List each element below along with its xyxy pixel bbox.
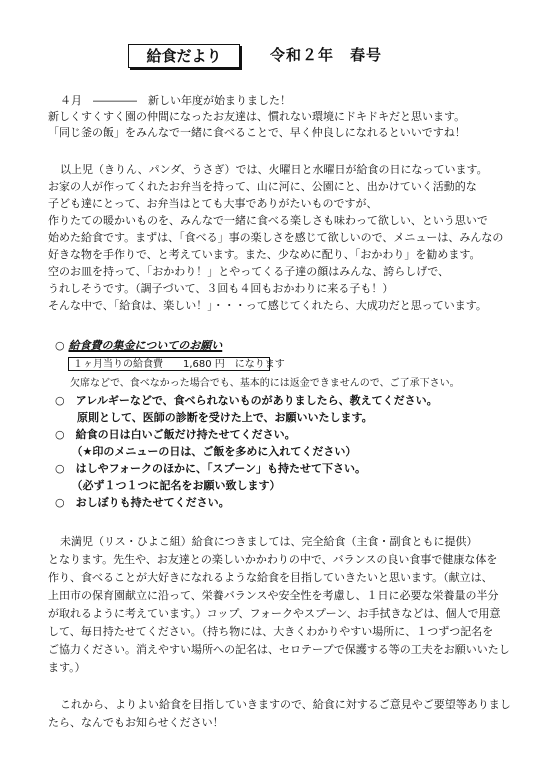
older-children-line: 子ども達にとって、お弁当はとても大事でありがたいものですが、 [48, 197, 378, 210]
younger-children-line: が取れるように考えています。）コップ、フォークやスプーン、お手拭きなどは、個人で用意 [48, 607, 501, 620]
fee-heading-text: 給食費の集金についてのお願い [68, 339, 223, 352]
younger-children-line: ます。） [48, 661, 86, 674]
intro-line: ４月 ―――― 新しい年度が始まりました！ [60, 94, 291, 107]
request-item: ○ 給食の日は白いご飯だけ持たせてください。 [55, 428, 296, 441]
older-children-line: 作りたての暖かいものを、みんなで一緒に食べる楽しさも味わって欲しい、という思いで [48, 214, 488, 227]
younger-children-line: 未満児（リス・ひよこ組）給食につきましては、完全給食（主食・副食ともに提供） [60, 535, 478, 548]
older-children-line: お家の人が作ってくれたお弁当を持って、山に河に、公園にと、出かけていく活動的な [48, 180, 477, 193]
older-children-line: 空のお皿を持って、「おかわり！」とやってくる子達の顔はみんな、誇らしげで、 [48, 265, 450, 278]
younger-children-line: ご協力ください。消えやすい場所への記名は、セロテープで保護する等の工夫をお願いいたし [48, 643, 510, 656]
closing-line: これから、よりよい給食を目指していきますので、給食に対するご意見やご要望等ありまし [60, 698, 511, 711]
younger-children-line: して、毎日持たせてください。（持ち物には、大きくわかりやすい場所に、１つずつ記名を [48, 625, 494, 638]
intro-line: 新しくすくすく園の仲間になったお友達は、慣れない環境にドキドキだと思います。 [48, 110, 466, 123]
older-children-line: そんな中で、「給食は、楽しい！」・・・って感じてくれたら、大成功だと思っています。 [48, 299, 487, 312]
older-children-line: 好きな物を手作りで、と考えています。また、少なめに配り、「おかわり」を勧めます。 [48, 248, 481, 261]
newsletter-header [0, 44, 558, 68]
request-item: ○ はしやフォークのほかに、「スプーン」も持たせて下さい。 [55, 462, 366, 475]
older-children-line: 始めた給食です。まずは、「食べる」事の楽しさを感じて欲しいので、メニューは、みんなの [48, 231, 504, 244]
closing-line: たら、なんでもお知らせください！ [48, 716, 224, 729]
request-item: 原則として、医師の診断を受けた上で、お願いいたします。 [55, 411, 373, 424]
younger-children-line: 作り、食べることが大好きになれるような給食を目指していきたいと思います。（献立は、 [48, 571, 493, 584]
older-children-line: 以上児（きりん、パンダ、うさぎ）では、火曜日と水曜日が給食の日になっています。 [60, 163, 488, 176]
request-item: （必ず１つ１つに記名をお願い致します） [55, 479, 281, 492]
older-children-line: うれしそうです。（調子づいて、３回も４回もおかわりに来る子も！） [48, 282, 394, 295]
fee-section-heading [55, 339, 222, 352]
younger-children-line: 上田市の保育園献立に沿って、栄養バランスや安全性を考慮し、１日に必要な栄養量の半分 [48, 589, 499, 602]
intro-line: 「同じ釜の飯」をみんなで一緒に食べることで、早く仲良しになれるといいですね！ [48, 126, 466, 139]
younger-children-line: となります。先生や、お友達との楽しいかかわりの中で、バランスの良い食事で健康な体を [48, 553, 498, 566]
fee-note: 欠席などで、食べなかった場合でも、基本的には返金できませんので、ご了承下さい。 [70, 378, 460, 389]
request-item: ○ おしぼりも持たせてください。 [55, 496, 230, 509]
bullet-circle: ○ [55, 339, 65, 352]
newsletter-edition: 令和２年 春号 [270, 46, 383, 64]
request-item: ○ アレルギーなどで、食べられないものがありましたら、教えてください。 [55, 394, 438, 407]
monthly-fee-box: １ヶ月当りの給食費 1,680 円 になります [68, 357, 270, 371]
request-item: （★印のメニューの日は、ご飯を多めに入れてください） [55, 445, 357, 458]
newsletter-title-box: 給食だより [128, 44, 240, 68]
